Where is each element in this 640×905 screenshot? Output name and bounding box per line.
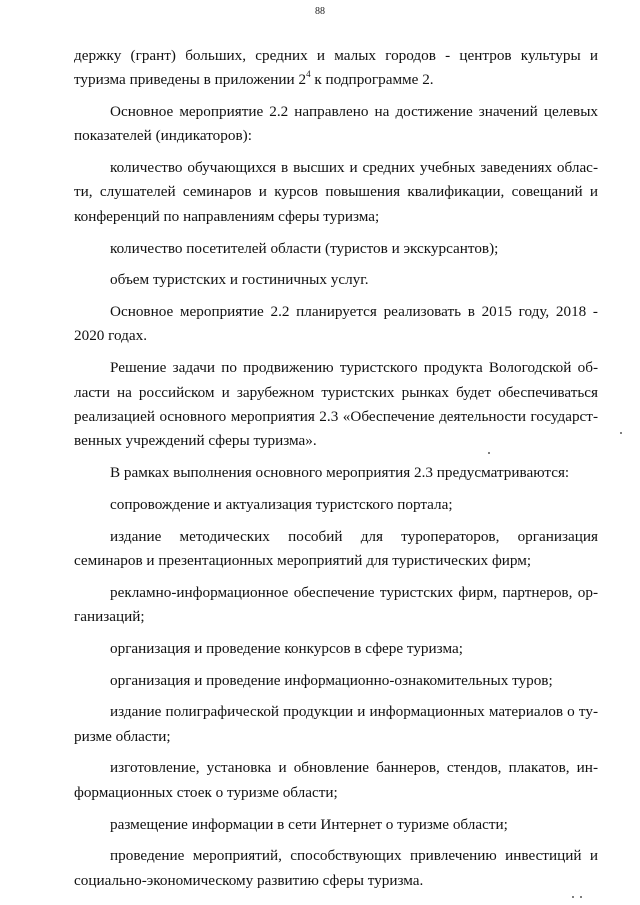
document-body bbox=[74, 44, 598, 900]
paragraph-list-item: организация и проведение информационно-ознакомительных туров; bbox=[110, 671, 553, 689]
scan-speck bbox=[572, 896, 574, 898]
paragraph-list-item: объем туристских и гостиничных услуг. bbox=[110, 271, 369, 289]
paragraph-list-item: рекламно-информационное обеспечение туристских фирм, партнеров, организаций; bbox=[74, 583, 598, 625]
paragraph-list-item: размещение информации в сети Интернет о туризме области; bbox=[110, 815, 508, 833]
paragraph-text-tail: к подпрограмме 2. bbox=[310, 71, 434, 89]
paragraph: Решение задачи по продвижению туристского продукта Вологодской области на российском и зарубежном туристских рынках будет обеспечиваться реализацией основного мероприятия 2.3 «Обеспечение деятельности государственных учреждений сферы туризма». bbox=[74, 359, 598, 450]
paragraph-list-item: организация и проведение конкурсов в сфере туризма; bbox=[110, 639, 463, 657]
paragraph-list-item: издание методических пособий для туроператоров, организация семинаров и презентационных мероприятий для туристических фирм; bbox=[74, 527, 598, 569]
paragraph: Основное мероприятие 2.2 направлено на достижение значений целевых показателей (индикаторов): bbox=[74, 103, 598, 145]
paragraph-continuation bbox=[74, 44, 598, 93]
paragraph-text: держку (грант) больших, средних и малых городов - центров культуры и туризма приведены в приложении 2 bbox=[74, 47, 598, 89]
paragraph: Основное мероприятие 2.2 планируется реализовать в 2015 году, 2018 - 2020 годах. bbox=[74, 303, 598, 345]
paragraph-list-item: количество обучающихся в высших и средних учебных заведениях области, слушателей семинаров и курсов повышения квалификации, совещаний и конференций по направлениям сферы туризма; bbox=[74, 159, 598, 225]
paragraph-list-item: изготовление, установка и обновление баннеров, стендов, плакатов, информационных стоек о туризме области; bbox=[74, 759, 598, 801]
scan-speck bbox=[580, 896, 582, 898]
paragraph-list-item: количество посетителей области (туристов и экскурсантов); bbox=[110, 239, 499, 257]
page-number: 88 bbox=[315, 6, 325, 17]
paragraph: В рамках выполнения основного мероприятия 2.3 предусматриваются: bbox=[110, 463, 570, 481]
scan-speck bbox=[488, 452, 490, 454]
scan-speck bbox=[620, 432, 622, 434]
paragraph-list-item: сопровождение и актуализация туристского портала; bbox=[110, 495, 453, 513]
paragraph-list-item: издание полиграфической продукции и информационных материалов о туризме области; bbox=[74, 703, 598, 745]
superscript-note: 4 bbox=[306, 69, 311, 80]
paragraph-list-item: проведение мероприятий, способствующих привлечению инвестиций и социально-экономическому развитию сферы туризма. bbox=[74, 847, 598, 889]
